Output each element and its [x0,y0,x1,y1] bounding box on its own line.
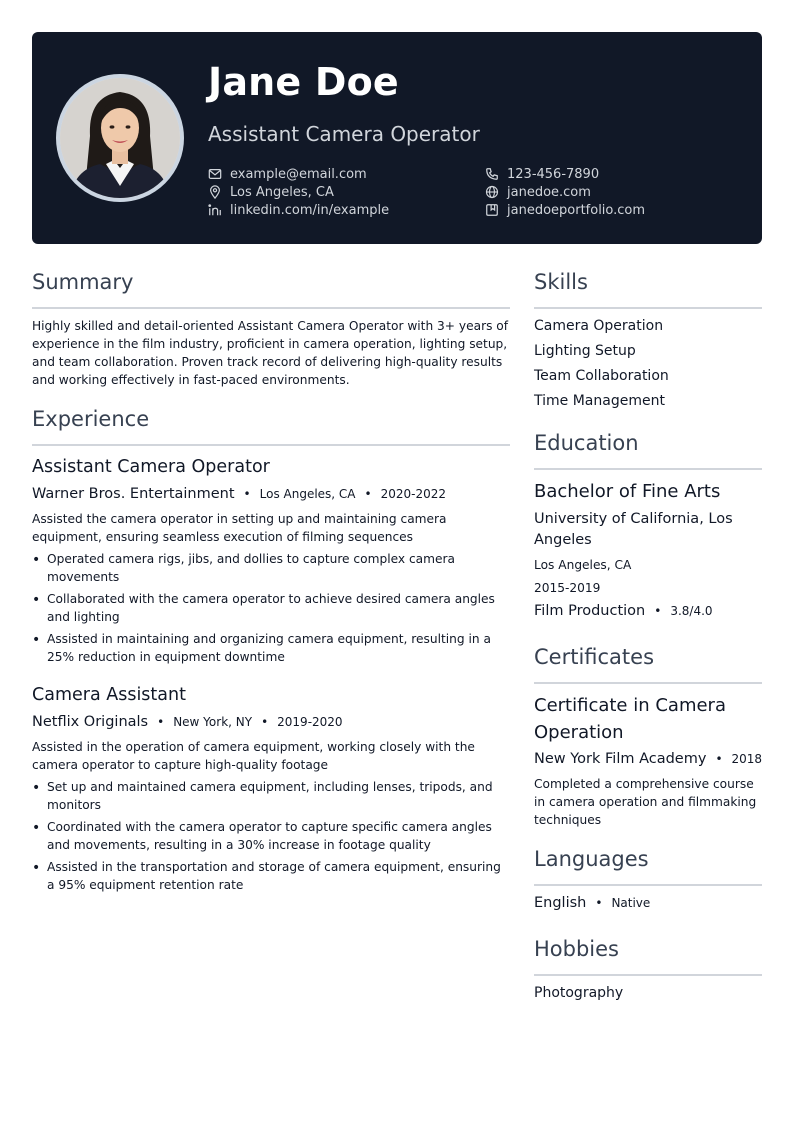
skill-item: Camera Operation [534,318,664,334]
list-item: • Assisted in maintaining and organizing camera equipment, resulting in a 25% reduction in equipment downtime [32,630,510,666]
summary-divider [32,307,510,309]
job-dates: 2019-2020 [277,715,343,729]
job-meta [32,714,343,730]
contact-location [208,183,334,201]
email-text: example@email.com [230,166,367,182]
language-row [534,895,650,911]
separator-dot: • [243,487,251,501]
education-field: Film Production [534,603,646,619]
education-location: Los Angeles, CA [534,558,632,572]
education-gpa: 3.8/4.0 [670,604,713,618]
phone-text: 123-456-7890 [507,166,600,182]
job-location: Los Angeles, CA [259,487,356,501]
job-bullets [32,550,510,670]
education-field-row [534,603,713,619]
summary-heading: Summary [32,270,134,294]
certificate-year: 2018 [731,752,763,766]
separator-dot: • [157,715,165,729]
list-item: • Coordinated with the camera operator to capture specific camera angles and movements, resulting in a 30% increase in footage quality [32,818,510,854]
job-description: Assisted the camera operator in setting up and maintaining camera equipment, ensuring seamless execution of filming sequences [32,512,447,544]
job-meta [32,486,446,502]
languages-divider [534,884,762,886]
candidate-title: Assistant Camera Operator [208,122,480,146]
mail-icon [208,167,222,181]
map-pin-icon [208,185,222,199]
phone-icon [485,167,499,181]
skill-item: Lighting Setup [534,343,636,359]
language-level: Native [611,896,651,910]
separator-dot: • [715,752,723,766]
certificates-heading: Certificates [534,645,655,669]
job-title: Assistant Camera Operator [32,457,270,477]
separator-dot: • [595,896,603,910]
experience-heading: Experience [32,407,150,431]
hobbies-heading: Hobbies [534,937,619,961]
linkedin-text: linkedin.com/in/example [230,202,390,218]
education-dates: 2015-2019 [534,581,601,595]
contact-email[interactable] [208,165,367,183]
portfolio-text: janedoeportfolio.com [507,202,646,218]
job-company: Netflix Originals [32,714,149,730]
profile-photo-image [60,78,180,198]
contact-website[interactable] [485,183,591,201]
location-text: Los Angeles, CA [230,184,334,200]
job-dates: 2020-2022 [380,487,447,501]
globe-icon [485,185,499,199]
certificate-meta [534,751,762,767]
education-heading: Education [534,431,639,455]
certificate-description: Completed a comprehensive course in camera operation and filmmaking techniques [534,777,757,827]
separator-dot: • [364,487,372,501]
list-item: • Operated camera rigs, jibs, and dollies to capture complex camera movements [32,550,510,586]
portfolio-icon [485,203,499,217]
language-name: English [534,895,587,911]
separator-dot: • [261,715,269,729]
contact-portfolio[interactable] [485,201,645,219]
certificate-name: Certificate in Camera Operation [534,695,726,743]
job-description: Assisted in the operation of camera equipment, working closely with the camera operator to capture high-quality footage [32,740,475,772]
certificate-issuer: New York Film Academy [534,751,707,767]
list-item: • Assisted in the transportation and storage of camera equipment, ensuring a 95% equipment retention rate [32,858,510,894]
skills-divider [534,307,762,309]
education-divider [534,468,762,470]
job-bullets [32,778,510,898]
contact-linkedin[interactable] [208,201,389,219]
website-text: janedoe.com [507,184,591,200]
education-school: University of California, Los Angeles [534,511,733,548]
job-title: Camera Assistant [32,685,186,705]
summary-text: Highly skilled and detail-oriented Assistant Camera Operator with 3+ years of experience in the film industry, proficient in camera operation, lighting setup, and team collaboration. Proven track record of delivering high-quality results and working effectively in fast-paced environments. [32,319,509,387]
profile-photo [56,74,184,202]
experience-divider [32,444,510,446]
resume-header [32,32,762,244]
candidate-name: Jane Doe [208,60,399,104]
list-item: • Set up and maintained camera equipment, including lenses, tripods, and monitors [32,778,510,814]
separator-dot: • [654,604,662,618]
skill-item: Time Management [534,393,665,409]
contact-phone[interactable] [485,165,599,183]
certificates-divider [534,682,762,684]
hobby-item: Photography [534,985,624,1001]
job-company: Warner Bros. Entertainment [32,486,235,502]
job-location: New York, NY [173,715,253,729]
skill-item: Team Collaboration [534,368,669,384]
hobbies-divider [534,974,762,976]
languages-heading: Languages [534,847,649,871]
skills-heading: Skills [534,270,588,294]
education-degree: Bachelor of Fine Arts [534,481,721,502]
linkedin-icon [208,203,222,217]
list-item: • Collaborated with the camera operator to achieve desired camera angles and lighting [32,590,510,626]
